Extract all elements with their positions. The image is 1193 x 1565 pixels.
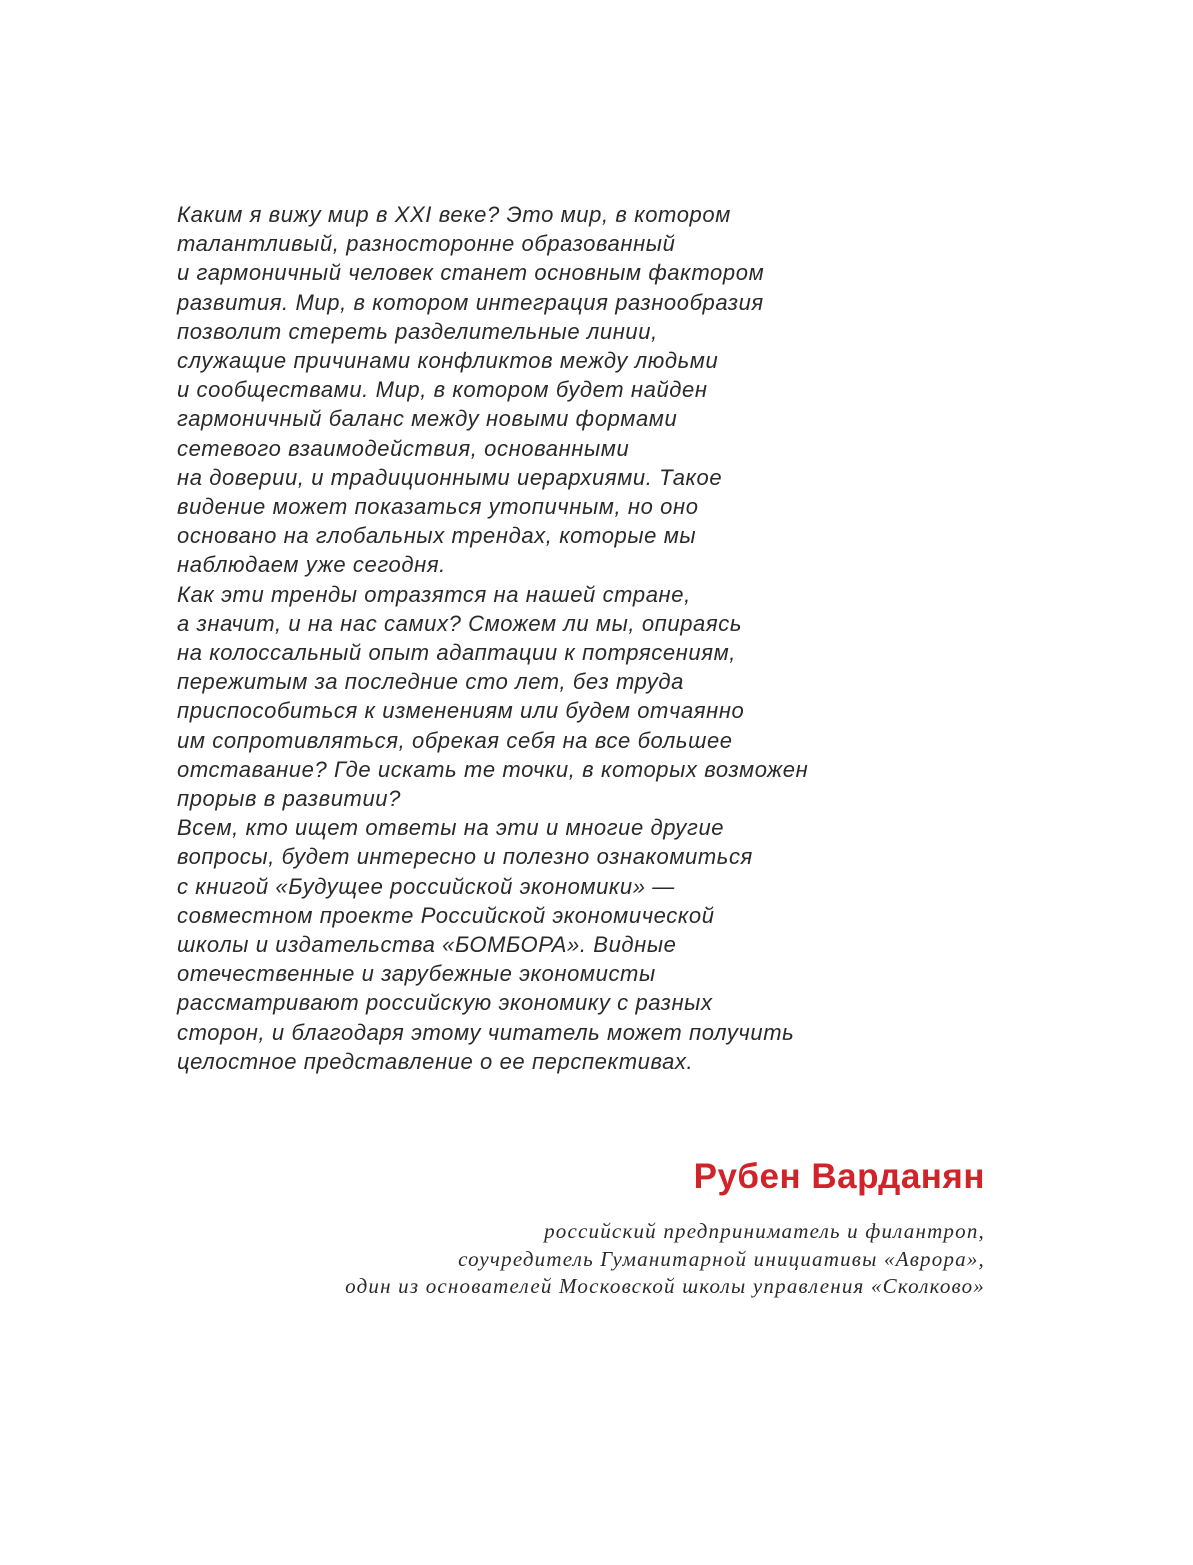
text-line: Каким я вижу мир в XXI веке? Это мир, в котором <box>177 202 731 227</box>
text-line: им сопротивляться, обрекая себя на все большее <box>177 727 733 753</box>
text-line: сторон, и благодаря этому читатель может получить <box>177 1019 795 1045</box>
text-line: Как эти тренды отразятся на нашей стране, <box>177 581 691 607</box>
text-line: с книгой «Будущее российской экономики» — <box>177 873 675 899</box>
text-line: вопросы, будет интересно и полезно ознакомиться <box>177 844 753 870</box>
text-line: сетевого взаимодействия, основанными <box>177 435 630 461</box>
foreword-text <box>177 200 837 1076</box>
text-line: прорыв в развитии? <box>177 786 401 812</box>
text-line: на колоссальный опыт адаптации к потрясениям, <box>177 640 736 666</box>
author-bio <box>345 1218 985 1301</box>
text-line: приспособиться к изменениям или будем отчаянно <box>177 698 745 724</box>
text-line: и сообществами. Мир, в котором будет найден <box>177 377 708 403</box>
text-line: пережитым за последние сто лет, без труда <box>177 669 684 695</box>
text-line: видение может показаться утопичным, но оно <box>177 494 699 520</box>
text-line: школы и издательства «БОМБОРА». Видные <box>177 932 677 958</box>
text-line: целостное представление о ее перспективах. <box>177 1048 694 1074</box>
text-line: основано на глобальных трендах, которые мы <box>177 523 697 549</box>
text-line: и гармоничный человек станет основным фактором <box>177 260 765 286</box>
text-line: рассматривают российскую экономику с разных <box>177 990 713 1016</box>
text-line: совместном проекте Российской экономической <box>177 902 715 928</box>
text-line: гармоничный баланс между новыми формами <box>177 406 678 432</box>
text-line: развития. Мир, в котором интеграция разнообразия <box>177 289 764 315</box>
text-line: наблюдаем уже сегодня. <box>177 552 446 578</box>
text-line: на доверии, и традиционными иерархиями. Такое <box>177 464 723 490</box>
author-name: Рубен Варданян <box>693 1157 985 1196</box>
text-line: позволит стереть разделительные линии, <box>177 318 658 344</box>
author-bio-line: российский предприниматель и филантроп, <box>544 1219 985 1243</box>
text-line: а значит, и на нас самих? Сможем ли мы, опираясь <box>177 610 742 636</box>
text-line: отечественные и зарубежные экономисты <box>177 961 656 987</box>
author-bio-line: один из основателей Московской школы управления «Сколково» <box>345 1274 985 1298</box>
author-bio-line: соучредитель Гуманитарной инициативы «Аврора», <box>458 1246 985 1271</box>
text-line: отставание? Где искать те точки, в которых возможен <box>177 756 809 782</box>
text-line: талантливый, разносторонне образованный <box>177 231 676 257</box>
text-line: служащие причинами конфликтов между людьми <box>177 348 719 374</box>
text-line: Всем, кто ищет ответы на эти и многие другие <box>177 815 725 841</box>
